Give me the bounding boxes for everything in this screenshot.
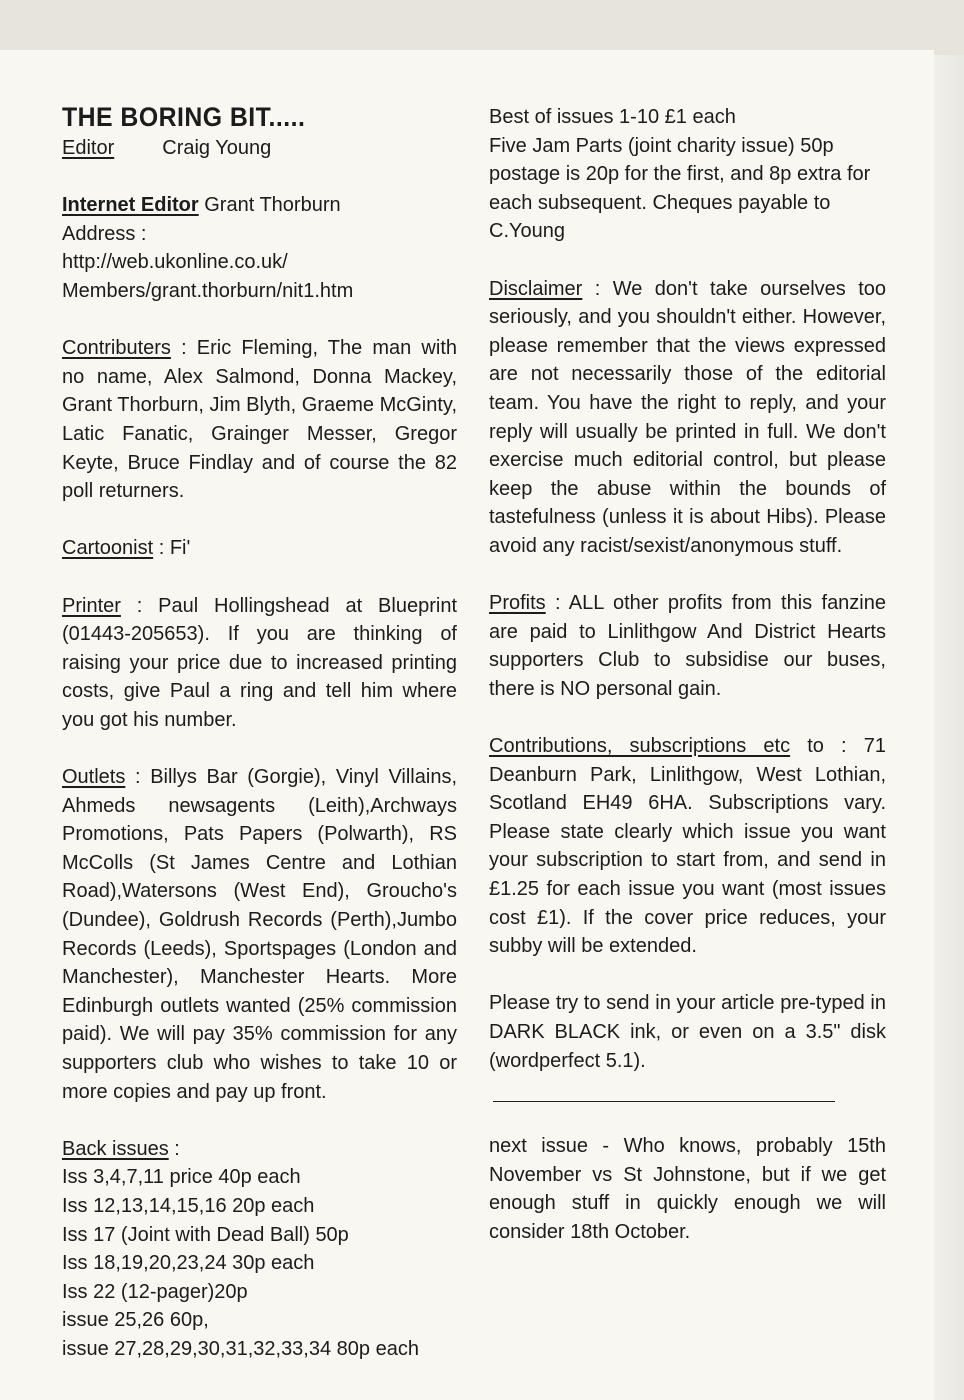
- outlets-paragraph: [62, 763, 457, 1106]
- cartoonist-text: : Fi': [158, 537, 191, 560]
- back-issue-line: Iss 3,4,7,11 price 40p each: [62, 1166, 301, 1189]
- back-issue-line: issue 27,28,29,30,31,32,33,34 80p each: [62, 1337, 419, 1360]
- internet-editor-name: Grant Thorburn: [204, 194, 341, 217]
- left-column: [62, 100, 457, 1364]
- disclaimer-text: : We don't take ourselves too seriously, and you shouldn't either. However, please remember that the views expressed are not necessarily those of the editorial team. You have the right to reply, and your reply will usually be printed in full. We don't exercise much editorial control, but please keep the abuse within the bounds of tastefulness (unless it is about Hibs). Please avoid any racist/sexist/anonymous stuff.: [489, 277, 886, 557]
- back-issues-heading: [62, 1135, 457, 1164]
- contributions-text: to : 71 Deanburn Park, Linlithgow, West Lothian, Scotland EH49 6HA. Subscriptions vary. Please state clearly which issue you want your subscription to start from, and send in £1.25 for each issue you want (most issues cost £1). If the cover price reduces, your subby will be extended.: [489, 735, 886, 958]
- best-of-line: Best of issues 1-10 £1 each: [489, 106, 736, 128]
- back-issues-label: Back issues: [62, 1137, 169, 1160]
- address-line-2: Members/grant.thorburn/nit1.htm: [62, 279, 354, 302]
- divider-rule: [493, 1101, 835, 1102]
- outlets-text: : Billys Bar (Gorgie), Vinyl Villains, Ahmeds newsagents (Leith),Archways Promotions, Pats Papers (Polwarth), RS McColls (St James Centre and Lothian Road),Watersons (West End), Groucho's (Dundee), Goldrush Records (Perth),Jumbo Records (Leeds), Sportspages (London and Manchester), Manchester Hearts. More Edinburgh outlets wanted (25% commission paid). We will pay 35% commission for any supporters club who wishes to take 10 or more copies and pay up front.: [62, 766, 457, 1103]
- back-issue-line: Iss 22 (12-pager)20p: [62, 1280, 248, 1303]
- profits-label: Profits: [489, 592, 546, 615]
- best-of-line: Five Jam Parts (joint charity issue) 50p: [489, 134, 834, 157]
- page-title: THE BORING BIT.....: [62, 102, 306, 132]
- printer-paragraph: [62, 592, 457, 735]
- cartoonist-line: [62, 534, 457, 563]
- next-issue-paragraph: next issue - Who knows, probably 15th November vs St Johnstone, but if we get enough stuff in quickly enough we will consider 18th October.: [489, 1135, 886, 1243]
- page-edge: [934, 55, 964, 1400]
- back-issues-colon: :: [168, 1137, 180, 1160]
- internet-editor-line: [62, 191, 457, 220]
- article-paragraph: Please try to send in your article pre-typed in DARK BLACK ink, or even on a 3.5" disk (wordperfect 5.1).: [489, 992, 886, 1072]
- back-issue-line: Iss 18,19,20,23,24 30p each: [62, 1252, 315, 1275]
- best-of-line: postage is 20p for the first, and 8p extra for: [489, 163, 871, 186]
- outlets-label: Outlets: [62, 766, 126, 789]
- internet-editor-label: Internet Editor: [62, 194, 199, 217]
- back-issue-line: issue 25,26 60p,: [62, 1309, 209, 1332]
- address-line-1: http://web.ukonline.co.uk/: [62, 251, 288, 274]
- contributors-label: Contributers: [62, 337, 171, 360]
- address-label: Address :: [62, 222, 147, 245]
- contributors-paragraph: [62, 334, 457, 506]
- disclaimer-paragraph: [489, 275, 886, 561]
- printer-label: Printer: [62, 594, 121, 617]
- contributions-label: Contributions, subscriptions etc: [489, 735, 791, 758]
- back-issue-line: Iss 12,13,14,15,16 20p each: [62, 1194, 315, 1217]
- editor-line: [62, 134, 457, 163]
- back-issue-line: Iss 17 (Joint with Dead Ball) 50p: [62, 1223, 349, 1246]
- cartoonist-label: Cartoonist: [62, 537, 154, 560]
- best-of-line: each subsequent. Cheques payable to C.Young: [489, 191, 831, 243]
- editor-label: Editor: [62, 137, 115, 159]
- printer-text: : Paul Hollingshead at Blueprint (01443-205653). If you are thinking of raising your price due to increased printing costs, give Paul a ring and tell him where you got his number.: [62, 594, 457, 731]
- contributors-text: : Eric Fleming, The man with no name, Alex Salmond, Donna Mackey, Grant Thorburn, Jim Blyth, Graeme McGinty, Latic Fanatic, Grainger Messer, Gregor Keyte, Bruce Findlay and of course the 82 poll returners.: [62, 337, 458, 503]
- scan-top-band: [0, 0, 964, 55]
- profits-text: : ALL other profits from this fanzine are paid to Linlithgow And District Hearts supporters Club to subsidise our buses, there is NO personal gain.: [489, 592, 886, 700]
- editor-name: Craig Young: [162, 137, 272, 159]
- disclaimer-label: Disclaimer: [489, 277, 583, 300]
- profits-paragraph: [489, 589, 886, 703]
- contributions-paragraph: [489, 732, 886, 961]
- right-column: [489, 103, 886, 1247]
